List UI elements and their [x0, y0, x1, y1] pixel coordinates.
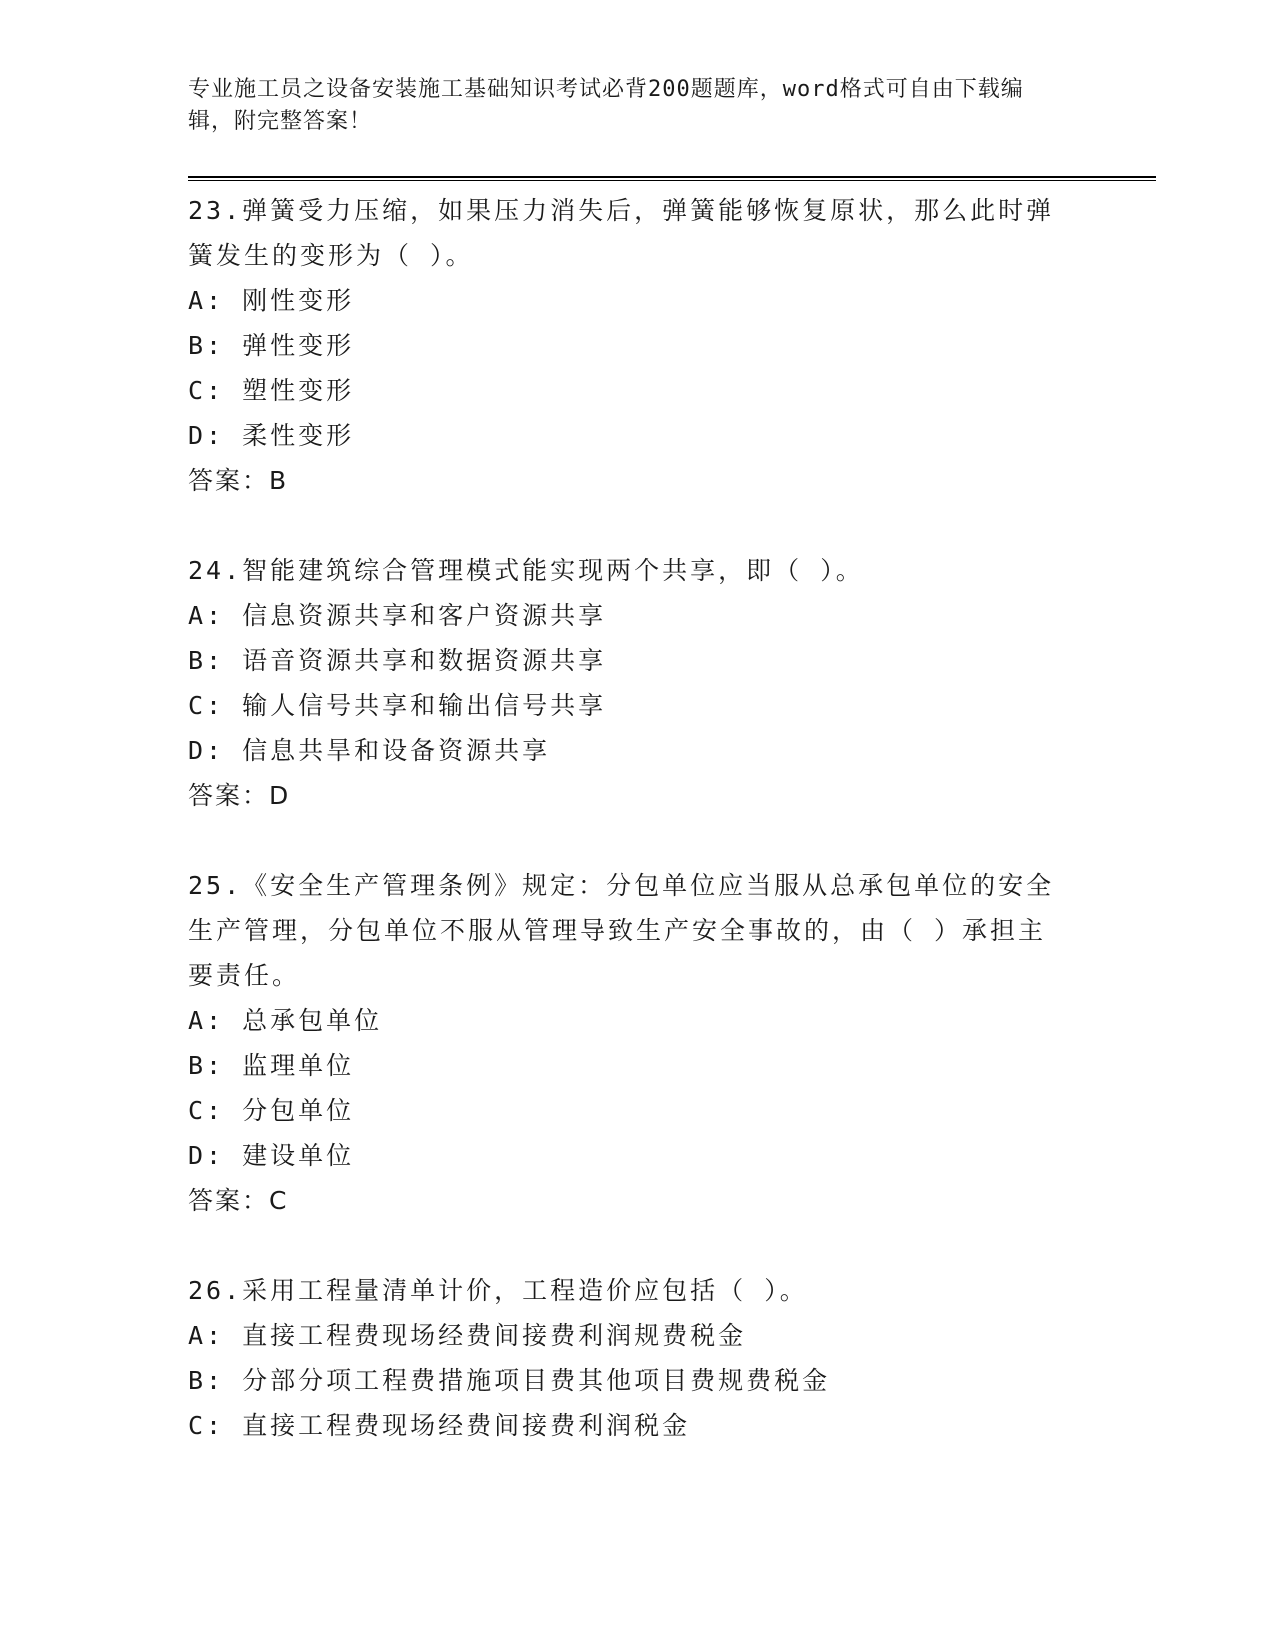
header-divider — [188, 176, 1156, 181]
option-a: A: 总承包单位 — [188, 1006, 383, 1035]
option-a: A: 刚性变形 — [188, 286, 355, 315]
option-d: D: 建设单位 — [188, 1141, 355, 1170]
answer: 答案：C — [188, 1186, 289, 1215]
question-23 — [188, 188, 1068, 504]
option-b: B: 分部分项工程费措施项目费其他项目费规费税金 — [188, 1366, 831, 1395]
question-25 — [188, 863, 1068, 1224]
option-b: B: 监理单位 — [188, 1051, 355, 1080]
option-c: C: 塑性变形 — [188, 376, 355, 405]
question-text: 26.采用工程量清单计价，工程造价应包括（ ）。 — [188, 1276, 808, 1305]
option-b: B: 语音资源共享和数据资源共享 — [188, 646, 607, 675]
question-text: 23.弹簧受力压缩，如果压力消失后，弹簧能够恢复原状，那么此时弹簧发生的变形为（ ）。 — [188, 196, 1055, 270]
question-26 — [188, 1268, 1068, 1448]
question-24 — [188, 548, 1068, 819]
question-text: 24.智能建筑综合管理模式能实现两个共享，即（ ）。 — [188, 556, 864, 585]
document-header: 专业施工员之设备安装施工基础知识考试必背200题题库，word格式可自由下载编辑，附完整答案！ — [188, 77, 1024, 134]
option-a: A: 直接工程费现场经费间接费利润规费税金 — [188, 1321, 747, 1350]
option-d: D: 柔性变形 — [188, 421, 355, 450]
option-d: D: 信息共旱和设备资源共享 — [188, 736, 551, 765]
option-a: A: 信息资源共享和客户资源共享 — [188, 601, 607, 630]
question-text: 25.《安全生产管理条例》规定：分包单位应当服从总承包单位的安全生产管理，分包单位不服从管理导致生产安全事故的，由（ ）承担主要责任。 — [188, 871, 1055, 990]
answer: 答案：D — [188, 781, 291, 810]
answer: 答案：B — [188, 466, 289, 495]
question-list — [188, 188, 1068, 1492]
option-b: B: 弹性变形 — [188, 331, 355, 360]
option-c: C: 输人信号共享和输出信号共享 — [188, 691, 607, 720]
option-c: C: 直接工程费现场经费间接费利润税金 — [188, 1411, 691, 1440]
option-c: C: 分包单位 — [188, 1096, 355, 1125]
